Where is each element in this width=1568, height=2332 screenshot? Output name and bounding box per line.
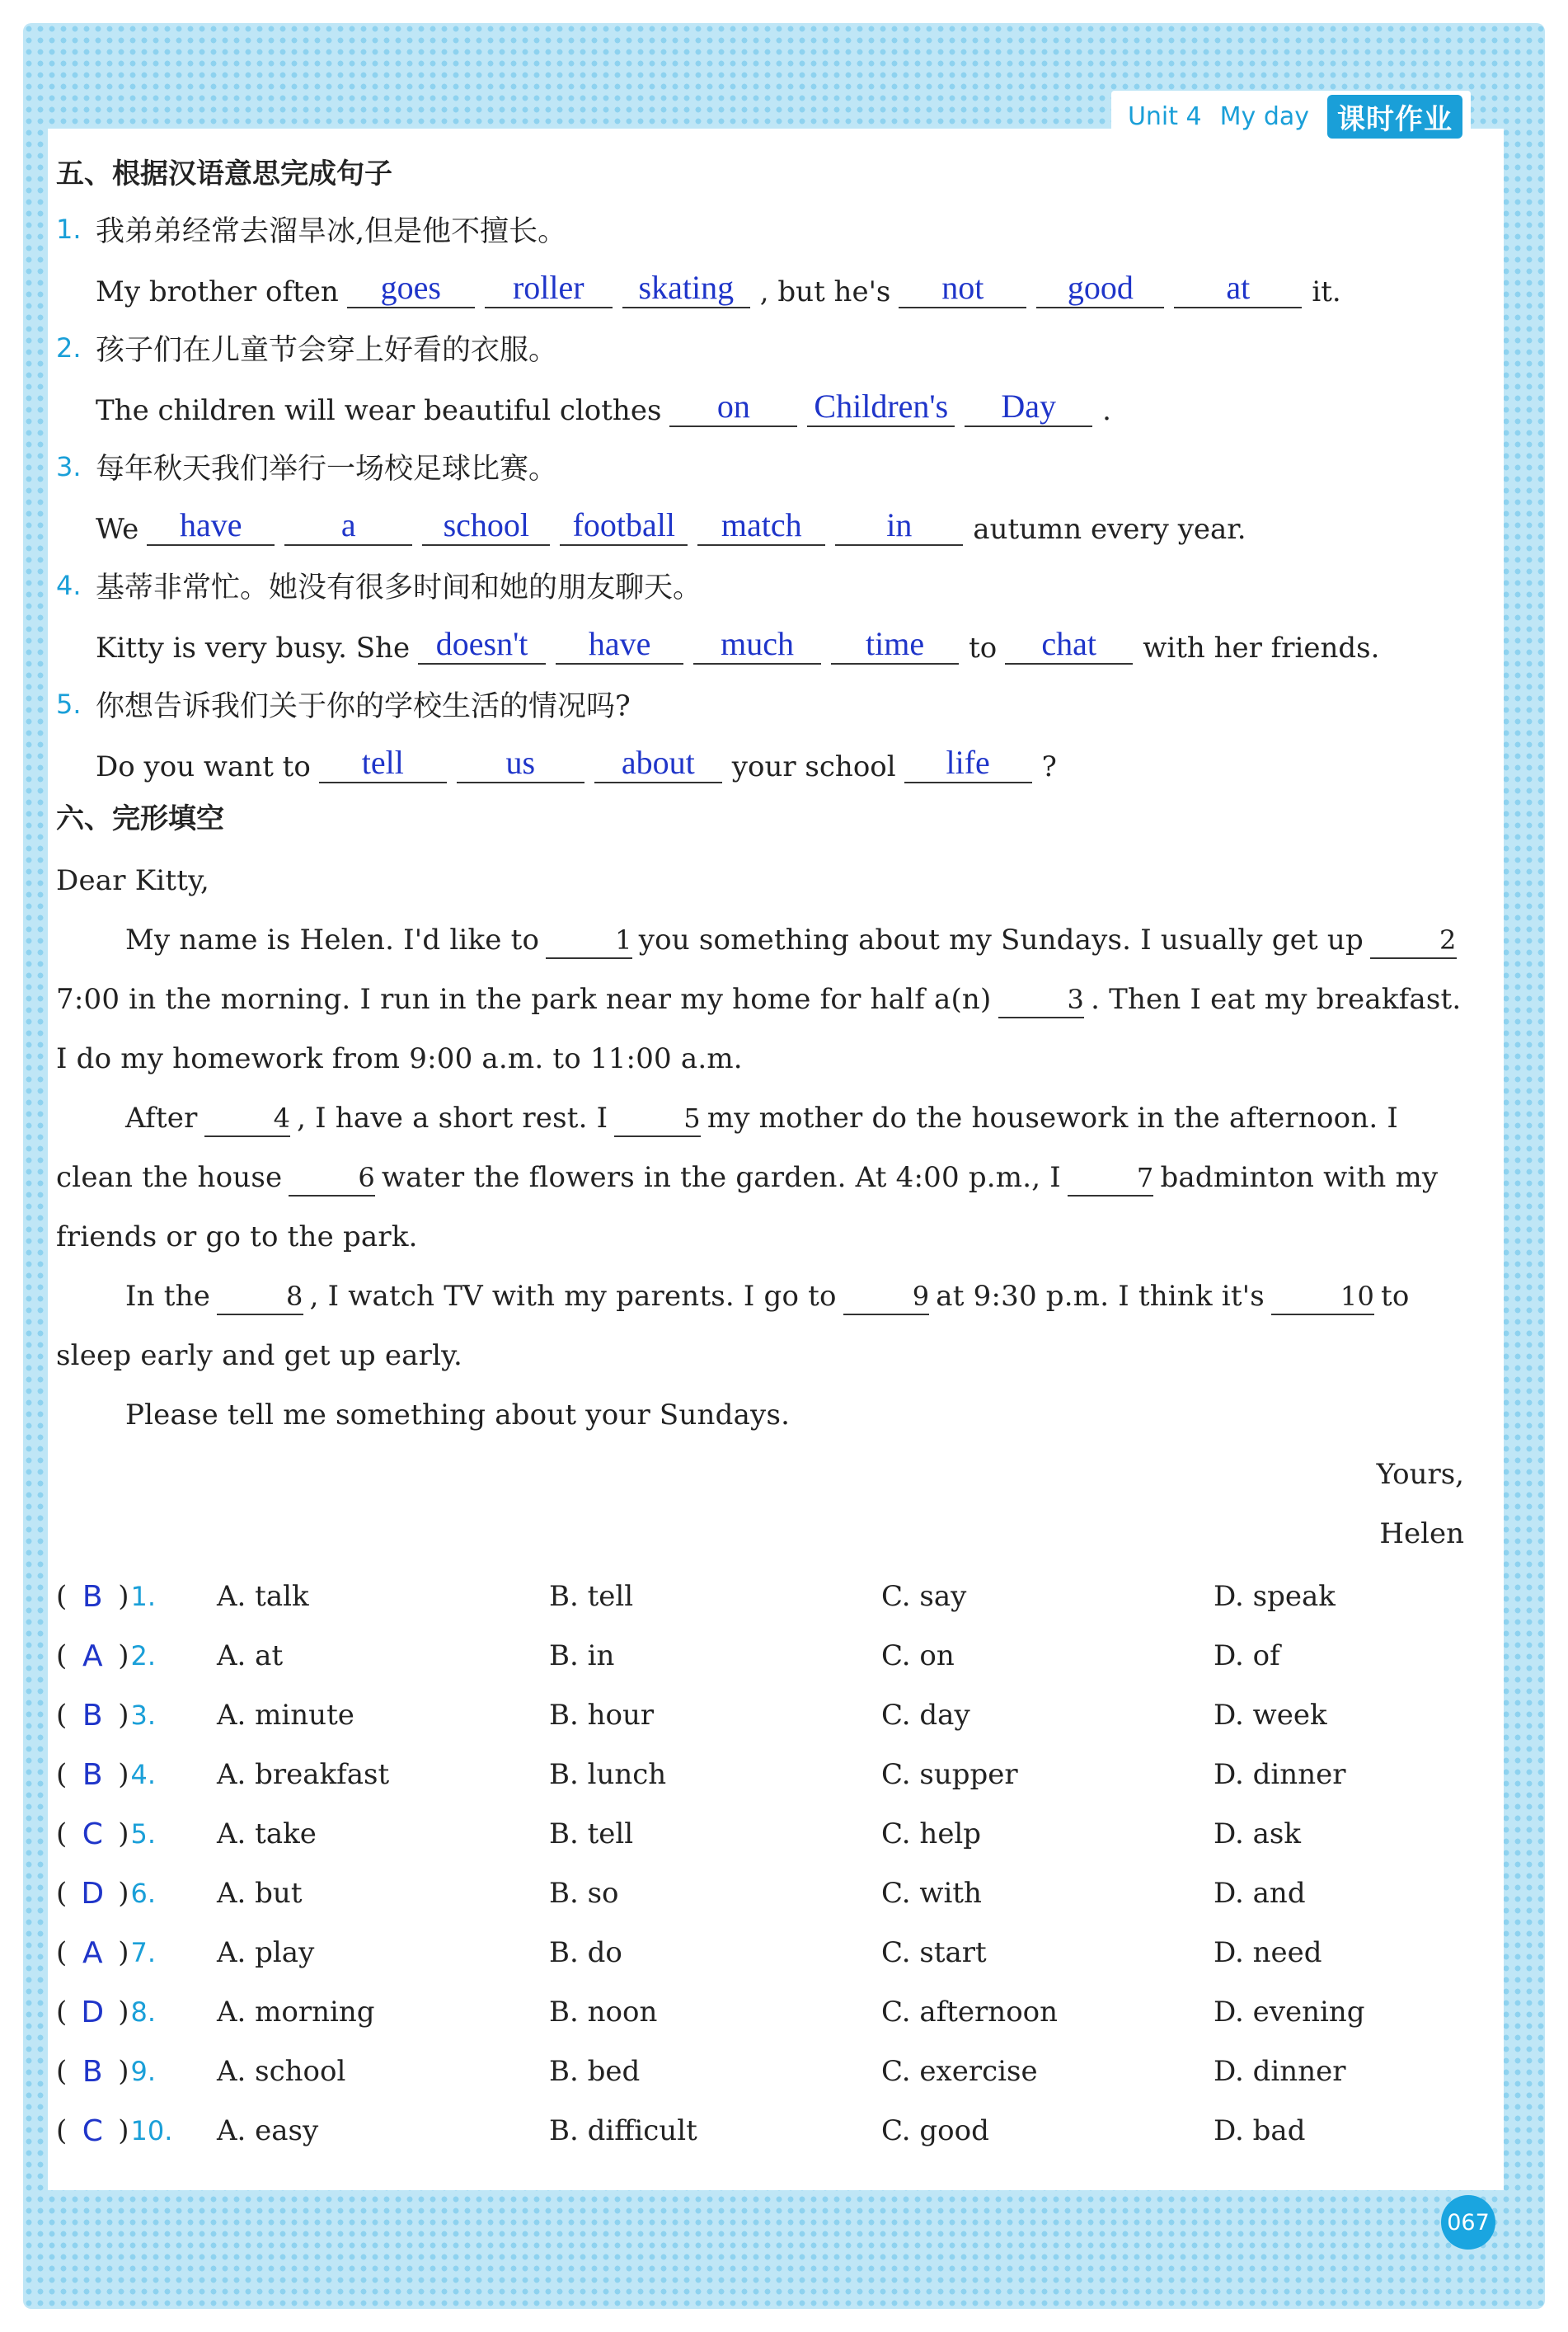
option-row xyxy=(56,1686,1467,1745)
chosen-answer: A xyxy=(82,1639,103,1673)
question-chinese xyxy=(56,200,1467,259)
letter-paragraph-2 xyxy=(56,1088,1467,1267)
sentence-text: autumn every year. xyxy=(973,513,1246,546)
sentence-text: Kitty is very busy. She xyxy=(96,632,411,665)
option-row xyxy=(56,2101,1467,2160)
option-number: 10. xyxy=(130,2115,173,2146)
question-prompt: 你想告诉我们关于你的学校生活的情况吗? xyxy=(96,690,631,723)
cloze-blank: 3 xyxy=(998,982,1085,1018)
letter-signature: Helen xyxy=(1379,1517,1464,1550)
answer-blank: on xyxy=(669,388,797,427)
option-b: B. bed xyxy=(549,2055,641,2088)
answer-blank: chat xyxy=(1005,625,1133,665)
sentence-text: The children will wear beautiful clothes xyxy=(96,394,662,427)
answer-blank: school xyxy=(422,506,550,546)
letter-paragraph-1 xyxy=(56,910,1467,1088)
option-c: C. day xyxy=(881,1699,970,1732)
option-d: D. evening xyxy=(1214,1996,1365,2029)
answer-paren: ( B ) 4. xyxy=(56,1757,157,1792)
answer-blank: goes xyxy=(347,269,475,308)
option-d: D. and xyxy=(1214,1877,1306,1910)
answer-paren: ( B ) 9. xyxy=(56,2054,157,2089)
answer-blank: us xyxy=(457,744,584,783)
option-b: B. so xyxy=(549,1877,619,1910)
letter-greeting: Dear Kitty, xyxy=(56,864,210,897)
letter-closing: Yours, xyxy=(1376,1458,1464,1491)
option-a: A. take xyxy=(217,1817,317,1850)
cloze-text: badminton with my friends or go to the park. xyxy=(56,1161,1439,1253)
question-prompt: 基蒂非常忙。她没有很多时间和她的朋友聊天。 xyxy=(96,571,702,604)
cloze-text: In the xyxy=(125,1280,211,1313)
option-b: B. in xyxy=(549,1639,615,1672)
answer-paren: ( D ) 6. xyxy=(56,1876,157,1911)
option-a: A. but xyxy=(217,1877,303,1910)
chosen-answer: D xyxy=(81,1995,105,2029)
option-b: B. lunch xyxy=(549,1758,667,1791)
option-number: 2. xyxy=(130,1640,157,1671)
cloze-text: , I have a short rest. I xyxy=(297,1102,608,1135)
sentence-text: your school xyxy=(731,750,896,783)
section5-title: 五、根据汉语意思完成句子 xyxy=(56,158,392,190)
cloze-blank: 2 xyxy=(1370,923,1457,959)
answer-paren: ( D ) 8. xyxy=(56,1995,157,2029)
cloze-blank: 1 xyxy=(546,923,632,959)
option-row xyxy=(56,1804,1467,1864)
answer-paren: ( B ) 1. xyxy=(56,1579,157,1614)
option-d: D. of xyxy=(1214,1639,1280,1672)
question-english xyxy=(56,615,1467,675)
sentence-text: Do you want to xyxy=(96,750,311,783)
option-b: B. hour xyxy=(549,1699,655,1732)
cloze-text: , I watch TV with my parents. I go to xyxy=(309,1280,837,1313)
chosen-answer: A xyxy=(82,1935,103,1970)
option-a: A. school xyxy=(217,2055,346,2088)
answer-blank: not xyxy=(899,269,1026,308)
page-header xyxy=(1111,91,1471,142)
question-number: 4. xyxy=(56,570,82,601)
cloze-text: After xyxy=(125,1102,198,1135)
option-d: D. dinner xyxy=(1214,2055,1346,2088)
option-c: C. exercise xyxy=(881,2055,1038,2088)
option-a: A. breakfast xyxy=(217,1758,390,1791)
question-english xyxy=(56,496,1467,556)
cloze-letter xyxy=(56,851,1467,1563)
answer-blank: at xyxy=(1174,269,1302,308)
chosen-answer: C xyxy=(82,2113,103,2148)
sentence-text: it. xyxy=(1312,275,1341,308)
question-number: 3. xyxy=(56,451,82,482)
unit-label: Unit 4 xyxy=(1127,101,1202,131)
option-b: B. tell xyxy=(549,1580,634,1613)
option-row xyxy=(56,1567,1467,1626)
option-number: 7. xyxy=(130,1937,157,1968)
option-row xyxy=(56,1864,1467,1923)
answer-blank: about xyxy=(594,744,722,783)
cloze-text: at 9:30 p.m. I think it's xyxy=(936,1280,1265,1313)
cloze-text: my mother do the housework in the afternoon. I clean the house xyxy=(56,1102,1399,1194)
option-b: B. noon xyxy=(549,1996,658,2029)
question-english xyxy=(56,734,1467,793)
sentence-text: , but he's xyxy=(759,275,891,308)
page-number: 067 xyxy=(1441,2195,1495,2250)
option-c: C. on xyxy=(881,1639,955,1672)
option-row xyxy=(56,1626,1467,1686)
option-row xyxy=(56,2042,1467,2101)
answer-paren: ( B ) 3. xyxy=(56,1698,157,1733)
option-row xyxy=(56,1923,1467,1982)
answer-blank: much xyxy=(693,625,821,665)
option-number: 5. xyxy=(130,1818,157,1850)
answer-blank: have xyxy=(556,625,683,665)
chosen-answer: B xyxy=(82,1579,103,1614)
option-number: 4. xyxy=(130,1759,157,1790)
option-d: D. dinner xyxy=(1214,1758,1346,1791)
answer-blank: in xyxy=(835,506,963,546)
chosen-answer: D xyxy=(81,1876,105,1911)
cloze-blank: 5 xyxy=(614,1101,701,1137)
chosen-answer: B xyxy=(82,1757,103,1792)
answer-blank: life xyxy=(904,744,1032,783)
sentence-text: . xyxy=(1102,394,1111,427)
answer-blank: have xyxy=(147,506,275,546)
answer-blank: doesn't xyxy=(418,625,546,665)
unit-topic: My day xyxy=(1219,101,1309,131)
answer-blank: Children's xyxy=(807,388,955,427)
sentence-text: ? xyxy=(1041,750,1057,783)
option-d: D. ask xyxy=(1214,1817,1301,1850)
answer-blank: skating xyxy=(622,269,750,308)
answer-blank: a xyxy=(284,506,412,546)
cloze-blank: 10 xyxy=(1271,1279,1374,1315)
answer-paren: ( C ) 5. xyxy=(56,1817,157,1851)
cloze-text: water the flowers in the garden. At 4:00 p.m., I xyxy=(381,1161,1061,1194)
cloze-blank: 8 xyxy=(217,1279,303,1315)
cloze-text: . Then I eat my breakfast. I do my homework from 9:00 a.m. to 11:00 a.m. xyxy=(56,983,1462,1075)
option-number: 8. xyxy=(130,1996,157,2028)
sentence-text: We xyxy=(96,513,139,546)
option-d: D. speak xyxy=(1214,1580,1336,1613)
brand-logo: 课时作业 xyxy=(1327,95,1462,139)
option-row xyxy=(56,1745,1467,1804)
option-d: D. need xyxy=(1214,1936,1322,1969)
option-a: A. morning xyxy=(217,1996,375,2029)
option-a: A. at xyxy=(217,1639,284,1672)
question-english xyxy=(56,378,1467,437)
question-english xyxy=(56,259,1467,318)
chosen-answer: C xyxy=(82,1817,103,1851)
answer-blank: time xyxy=(831,625,959,665)
option-a: A. play xyxy=(217,1936,315,1969)
option-c: C. start xyxy=(881,1936,987,1969)
option-number: 1. xyxy=(130,1581,157,1612)
option-b: B. difficult xyxy=(549,2114,697,2147)
question-prompt: 孩子们在儿童节会穿上好看的衣服。 xyxy=(96,334,558,367)
sentence-text: with her friends. xyxy=(1143,632,1380,665)
sentence-text: to xyxy=(969,632,998,665)
question-chinese xyxy=(56,437,1467,496)
cloze-blank: 6 xyxy=(289,1160,375,1197)
question-chinese xyxy=(56,675,1467,734)
cloze-text: to sleep early and get up early. xyxy=(56,1280,1410,1372)
option-b: B. tell xyxy=(549,1817,634,1850)
question-chinese xyxy=(56,318,1467,378)
option-c: C. good xyxy=(881,2114,989,2147)
option-c: C. supper xyxy=(881,1758,1018,1791)
cloze-blank: 4 xyxy=(204,1101,291,1137)
answer-paren: ( A ) 2. xyxy=(56,1639,157,1673)
letter-paragraph-3 xyxy=(56,1267,1467,1385)
chosen-answer: B xyxy=(82,2054,103,2089)
option-c: C. afternoon xyxy=(881,1996,1059,2029)
question-prompt: 我弟弟经常去溜旱冰,但是他不擅长。 xyxy=(96,215,567,248)
question-number: 1. xyxy=(56,214,82,245)
option-a: A. minute xyxy=(217,1699,354,1732)
cloze-options xyxy=(56,1567,1467,2160)
answer-blank: good xyxy=(1036,269,1164,308)
cloze-text: 7:00 in the morning. I run in the park near my home for half a(n) xyxy=(56,983,992,1016)
cloze-blank: 9 xyxy=(843,1279,930,1315)
cloze-text: My name is Helen. I'd like to xyxy=(125,924,540,957)
option-c: C. with xyxy=(881,1877,982,1910)
question-prompt: 每年秋天我们举行一场校足球比赛。 xyxy=(96,453,558,486)
question-chinese xyxy=(56,556,1467,615)
option-a: A. talk xyxy=(217,1580,309,1613)
option-c: C. say xyxy=(881,1580,967,1613)
letter-paragraph-4: Please tell me something about your Sundays. xyxy=(125,1399,791,1432)
option-a: A. easy xyxy=(217,2114,319,2147)
option-b: B. do xyxy=(549,1936,622,1969)
answer-blank: match xyxy=(697,506,825,546)
option-row xyxy=(56,1982,1467,2042)
section6-title: 六、完形填空 xyxy=(56,802,224,835)
cloze-blank: 7 xyxy=(1068,1160,1154,1197)
question-number: 2. xyxy=(56,332,82,364)
worksheet-content xyxy=(56,148,1467,2160)
option-number: 6. xyxy=(130,1878,157,1909)
answer-paren: ( A ) 7. xyxy=(56,1935,157,1970)
option-d: D. bad xyxy=(1214,2114,1306,2147)
answer-blank: roller xyxy=(485,269,613,308)
cloze-text: you something about my Sundays. I usually get up xyxy=(638,924,1364,957)
answer-blank: football xyxy=(560,506,688,546)
question-number: 5. xyxy=(56,689,82,720)
option-c: C. help xyxy=(881,1817,982,1850)
answer-blank: Day xyxy=(965,388,1092,427)
option-number: 9. xyxy=(130,2056,157,2087)
answer-blank: tell xyxy=(319,744,447,783)
section5-questions xyxy=(56,200,1467,793)
chosen-answer: B xyxy=(82,1698,103,1733)
option-d: D. week xyxy=(1214,1699,1327,1732)
sentence-text: My brother often xyxy=(96,275,339,308)
option-number: 3. xyxy=(130,1700,157,1731)
answer-paren: ( C ) 10. xyxy=(56,2113,173,2148)
